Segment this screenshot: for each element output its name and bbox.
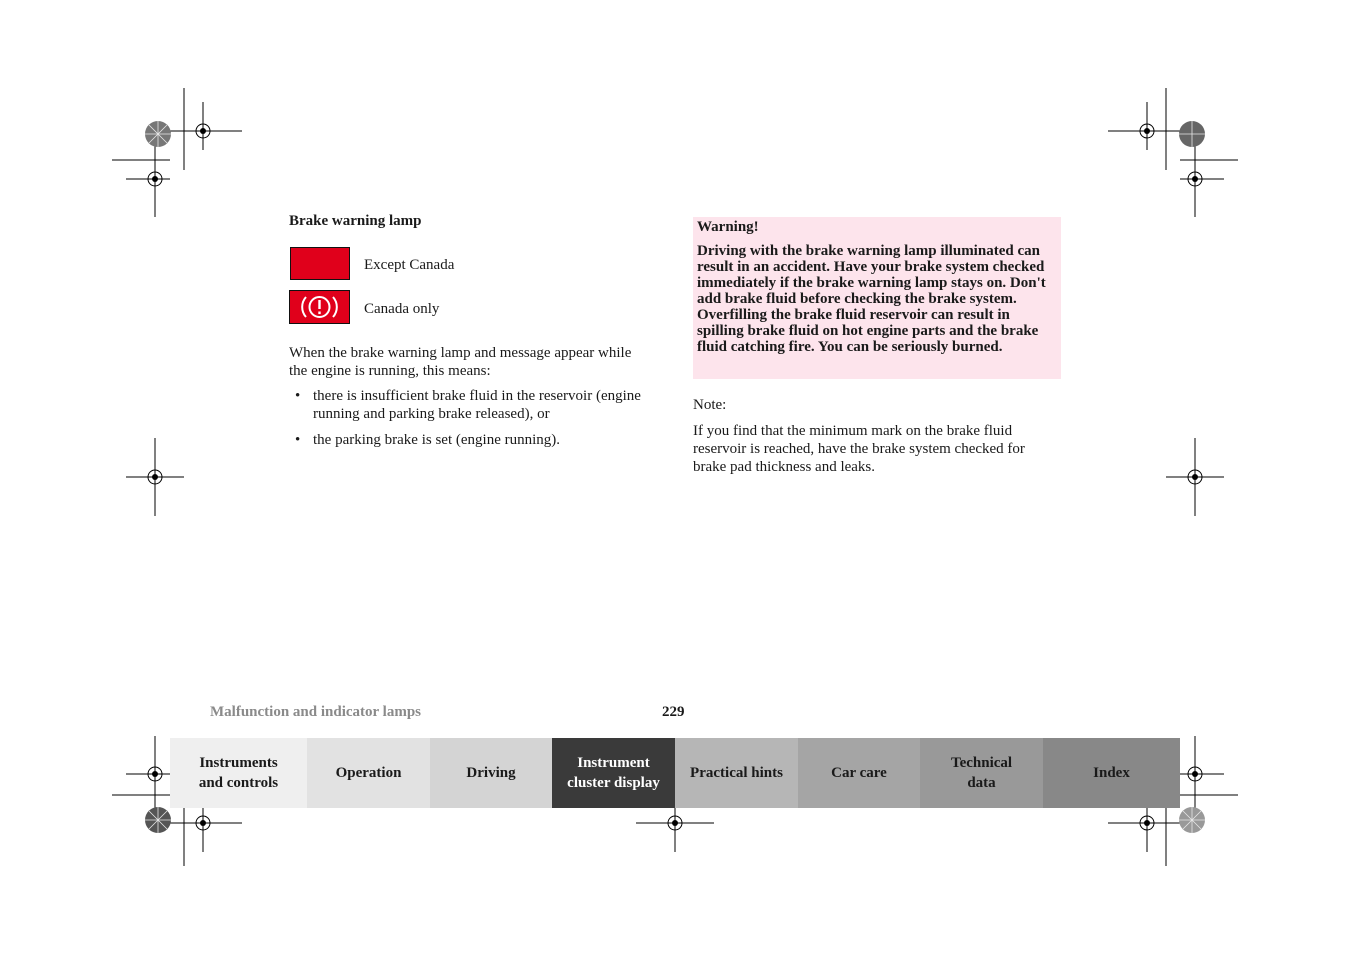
condition-list	[289, 387, 644, 457]
lamp-label-except-canada: Except Canada	[364, 257, 455, 273]
tab-practical-hints[interactable]: Practical hints	[675, 738, 798, 808]
tab-index[interactable]: Index	[1043, 738, 1180, 808]
tab-operation[interactable]: Operation	[307, 738, 430, 808]
tab-instruments-and-controls[interactable]: Instruments and controls	[170, 738, 307, 808]
tab-driving[interactable]: Driving	[430, 738, 552, 808]
section-title: Brake warning lamp	[289, 213, 422, 229]
page-number: 229	[662, 704, 685, 720]
note-label: Note:	[693, 397, 727, 413]
tab-car-care[interactable]: Car care	[798, 738, 920, 808]
note-text: If you find that the minimum mark on the brake fluid reservoir is reached, have the brake system checked for brake pad thickness and leaks.	[693, 423, 1025, 475]
tab-instrument-cluster-display[interactable]: Instrument cluster display	[552, 738, 675, 808]
footer-section-name: Malfunction and indicator lamps	[210, 704, 422, 720]
chapter-nav	[170, 738, 1180, 808]
lamp-label-canada-only: Canada only	[364, 301, 440, 317]
warning-box	[693, 217, 1061, 379]
tab-technical-data[interactable]: Technical data	[920, 738, 1043, 808]
warning-body: Driving with the brake warning lamp illuminated can result in an accident. Have your brake system checked immediately if the brake warning lamp stays on. Don't add brake fluid before checking the brake system. Overfilling the brake fluid reservoir can result in spilling brake fluid on hot engine parts and the brake fluid catching fire. You can be seriously burned.	[697, 243, 1046, 355]
list-item: • the parking brake is set (engine running).	[289, 431, 644, 449]
warning-title: Warning!	[697, 219, 759, 235]
list-item: • there is insufficient brake fluid in the reservoir (engine running and parking brake released), or	[289, 387, 644, 423]
blank-red-lamp-icon	[290, 247, 350, 280]
brake-warning-exclamation-icon	[289, 290, 350, 324]
intro-paragraph: When the brake warning lamp and message appear while the engine is running, this means:	[289, 345, 632, 379]
